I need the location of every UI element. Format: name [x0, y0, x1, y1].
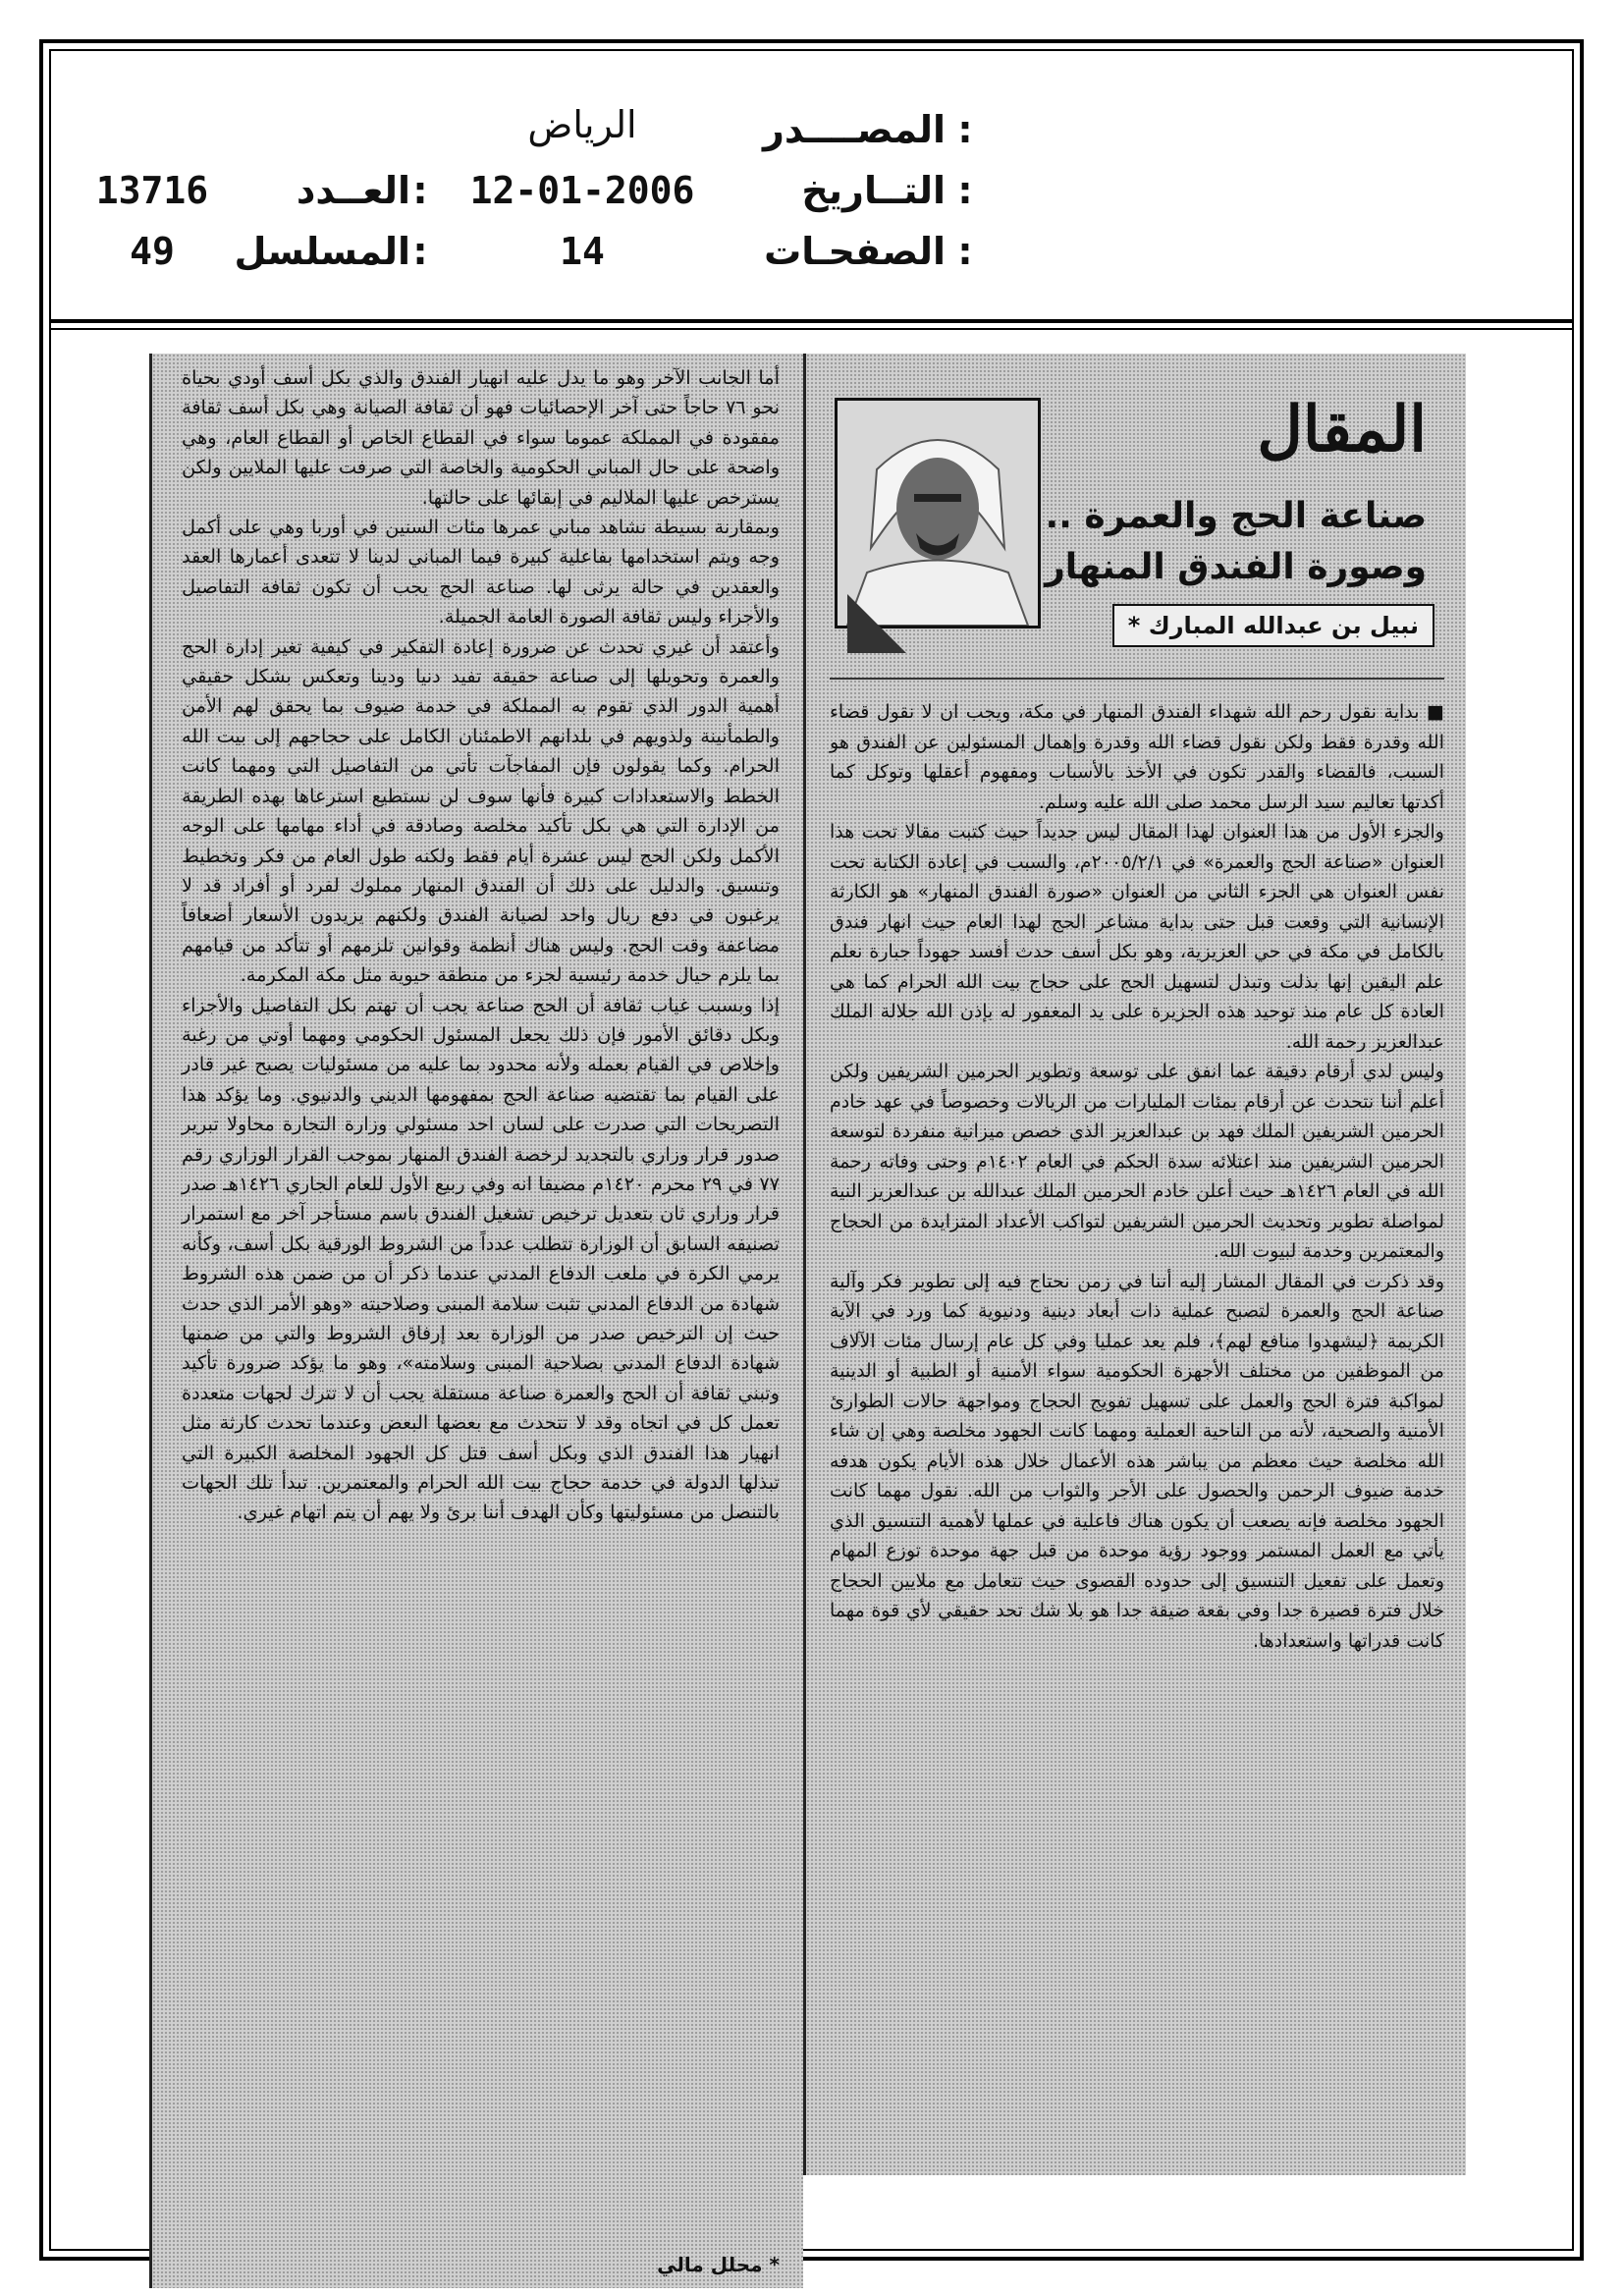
- issue-label: العــدد: [296, 169, 410, 212]
- left-paragraph: إذا وبسبب غياب ثقافة أن الحج صناعة يجب أن تهتم بكل التفاصيل والأجزاء وبكل دقائق الأمور فإن ذلك يجعل المسئول الحكومي ومهما أوتي من رغبة وإخلاص في القيام بعمله ولأنه محدود بما عليه من مسئوليات يصبح غير قادر على القيام بما تقتضيه صناعة الحج بمفهومها الديني والدنيوي. وما يؤكد هذا التصريحات التي صدرت على لسان احد مسئولي وزارة التجارة محاولا تبرير صدور قرار وزاري بالتجديد لرخصة الفندق المنهار بموجب القرار الوزاري رقم ٧٧ في ٢٩ محرم ١٤٢٠م مضيفا انه وفي ربيع الأول للعام الجاري ١٤٢٦هـ صدر قرار وزاري ثان بتعديل ترخيص تشغيل الفندق باسم مستأجر آخر مع استمرار تصنيفه السابق أن الوزارة تتطلب عدداً من الشروط الورقية بكل أسف، وكأنه يرمي الكرة في ملعب الدفاع المدني عندما ذكر أن من ضمن هذه الشروط شهادة من الدفاع المدني تثبت سلامة المبنى وصلاحيته «وهو الأمر الذي حدث حيث إن الترخيص صدر من الوزارة بعد إرفاق الشروط والتي من ضمنها شهادة الدفاع المدني بصلاحية المبنى وسلامته»، وهو ما يؤكد ضرورة تأكيد وتبني ثقافة أن الحج والعمرة صناعة مستقلة يجب أن لا تترك لجهات متعددة تعمل كل في اتجاه وقد لا تتحدث مع بعضها البعض وعندما تحدث كارثة مثل انهيار هذا الفندق الذي وبكل أسف قتل كل الجهود المخلصة الكبيرة التي تبذلها الدولة في خدمة حجاج بيت الله الحرام والمعتمرين. تبدأ تلك الجهات بالتنصل من مسئوليتها وكأن الهدف أننا برئ ولا يهم أن يتم اتهام غيري.: [182, 993, 781, 1524]
- column-name: المقال: [1257, 393, 1427, 466]
- right-paragraph: ■ بداية نقول رحم الله شهداء الفندق المنهار في مكة، ويجب ان لا نقول قضاء الله وقدرة فقط ولكن نقول قضاء الله وقدرة وإهمال المسئولين عن الفندق هو السبب، فالقضاء والقدر تكون في الأخذ بالأسباب ومفهوم أعقلها وتوكل كما أكدتها تعاليم سيد الرسل محمد صلى الله عليه وسلم.: [830, 701, 1444, 813]
- right-body: [830, 680, 1444, 1656]
- issue-colon: :: [412, 169, 428, 212]
- date-value: 12-01-2006: [469, 169, 695, 212]
- pages-label: الصفحـات: [764, 230, 946, 273]
- serial-label: المسلسل: [234, 230, 410, 273]
- left-paragraph: أما الجانب الآخر وهو ما يدل عليه انهيار الفندق والذي بكل أسف أودي بحياة نحو ٧٦ حاجاً حتى آخر الإحصائيات فهو أن ثقافة الصيانة وهي بكل أسف ثقافة مفقودة في المملكة عموما سواء في القطاع الخاص أو القطاع العام، وهي واضحة على حال المباني الحكومية والخاصة التي صرفت عليها الملايين ولكن يسترخص عليها الملاليم في إبقائها على حالتها.: [182, 366, 781, 509]
- serial-value: 49: [130, 230, 175, 273]
- article-left-column: [149, 354, 803, 2288]
- source-colon: :: [957, 108, 973, 151]
- left-paragraph: وأعتقد أن غيري تحدث عن ضرورة إعادة التفكير في كيفية تغير إدارة الحج والعمرة وتحويلها إلى صناعة حقيقة تفيد دنيا ودينا وتعكس بشكل حقيقي أهمية الدور الذي تقوم به المملكة في خدمة ضيوف بما يحقق لهم الأمن والطمأنينة ولذويهم في بلدانهم الاطمئنان الكامل على حجاجهم إلى بيت الله الحرام. وكما يقولون فإن المفاجآت تأتي من التفاصيل التي ومهما كانت الخطط والاستعدادات كبيرة فأنها سوف لن نستطيع استرعاها بهذه الطريقة من الإدارة التي هي بكل تأكيد مخلصة وصادقة في أداء مهامها على الوجه الأكمل ولكن الحج ليس عشرة أيام فقط ولكنه طول العام من فكر وتخطيط وتنسيق. والدليل على ذلك أن الفندق المنهار مملوك لفرد أو أفراد قد لا يرغبون في دفع ريال واحد لصيانة الفندق ولكنهم يزيدون الأسعار أضعافاً مضاعفة وقت الحج. وليس هناك أنظمة وقوانين تلزمهم أو تتأكد من قيامهم بما يلزم حيال خدمة رئيسية لجزء من منطقة حيوية مثل مكة المكرمة.: [182, 634, 780, 987]
- source-value: الرياض: [527, 103, 637, 146]
- byline: نبيل بن عبدالله المبارك *: [1112, 604, 1434, 647]
- date-colon: :: [957, 169, 973, 212]
- pages-value: 14: [560, 230, 605, 273]
- author-portrait-icon: [838, 401, 1038, 626]
- corner-triangle: [847, 594, 906, 653]
- article-banner: [830, 354, 1444, 680]
- headline-line-1: صناعة الحج والعمرة ..: [1045, 496, 1427, 536]
- left-paragraph: وبمقارنة بسيطة نشاهد مباني عمرها مئات السنين في أوربا وهي على أكمل وجه ويتم استخدامها بفاعلية كبيرة فيما المباني لدينا لا تتعدى أعمارها العقد والعقدين في حالة يرثى لها. صناعة الحج يجب أن تكون ثقافة التفاصيل والأجزاء وليس ثقافة الصورة العامة الجميلة.: [182, 516, 780, 629]
- headline-line-2: وصورة الفندق المنهار: [1045, 547, 1427, 587]
- right-paragraph: والجزء الأول من هذا العنوان لهذا المقال ليس جديداً حيث كتبت مقالا تحت هذا العنوان «صناعة الحج والعمرة» في ٢٠٠٥/٢/١م، والسبب في إعادة الكتابة تحت نفس العنوان هي الجزء الثاني من العنوان «صورة الفندق المنهار» هو الكارثة الإنسانية التي وقعت قبل حتى بداية مشاعر الحج لهذا العام حيث انهار فندق بالكامل في مكة في حي العزيزية، وهو بكل أسف حدث أفسد جهوداً جبارة نعلم علم اليقين إنها بذلت وتبذل لتسهيل الحج على حجاج بيت الله الحرام كما هي العادة كل عام منذ توحيد هذه الجزيرة على يد المغفور له بإذن الله جلالة الملك عبدالعزيز رحمة الله.: [830, 821, 1444, 1053]
- header-divider-thin: [49, 328, 1574, 330]
- article-right-column: [803, 354, 1466, 2175]
- right-paragraph: وليس لدي أرقام دقيقة عما انفق على توسعة وتطوير الحرمين الشريفين ولكن أعلم أننا نتحدث عن أرقام بمئات المليارات من الريالات وخصوصاً في عهد خادم الحرمين الشريفين الملك فهد بن عبدالعزيز الذي خصص ميزانية منفردة لتوسعة الحرمين الشريفين منذ اعتلائه سدة الحكم في العام ١٤٠٢م وحتى وفاته رحمة الله في العام ١٤٢٦هـ حيث أعلن خادم الحرمين الملك عبدالله بن عبدالعزيز النية لمواصلة تطوير وتحديث الحرمين الشريفين لتواكب الأعداد المتزايدة من الحجاج والمعتمرين وخدمة لبيوت الله.: [830, 1061, 1444, 1262]
- date-label: التــاريخ: [801, 169, 946, 212]
- article-headline: [1014, 491, 1427, 593]
- header-divider: [49, 319, 1574, 323]
- serial-colon: :: [412, 230, 428, 273]
- issue-value: 13716: [95, 169, 209, 212]
- right-paragraph: وقد ذكرت في المقال المشار إليه أننا في زمن نحتاج فيه إلى تطوير فكر وآلية صناعة الحج والعمرة لتصبح عملية ذات أبعاد دينية ودنيوية كما ورد في الآية الكريمة ﴿ليشهدوا منافع لهم﴾، فلم يعد عمليا وفي كل عام إرسال مئات الآلاف من الموظفين من مختلف الأجهزة الحكومية سواء الأمنية أو الطبية أو الدينية لمواكبة فترة الحج والعمل على تسهيل تفويج الحجاج ومواجهة حالات الطوارئ الأمنية والصحية، لأنه من الناحية العملية ومهما كانت الجهود مخلصة وهي إن شاء الله مخلصة حيث معظم من يباشر هذه الأعمال خلال هذه الأيام يكون هدفه خدمة ضيوف الرحمن والحصول على الأجر والثواب من الله. نقول مهما كانت الجهود مخلصة فإنه يصعب أن يكون هناك فاعلية في عملها لأهمية التنسيق الذي يأتي مع العمل المستمر ووجود رؤية موحدة من قبل جهة موحدة توزع المهام وتعمل على تفعيل التنسيق إلى حدوده القصوى حيث تتعامل مع ملايين الحجاج خلال فترة قصيرة جدا وفي بقعة ضيقة جدا هو بلا شك تحد حقيقي لأي قوة مهما كانت قدراتها واستعدادها.: [830, 1270, 1444, 1652]
- author-signature: * محلل مالي: [657, 2253, 780, 2276]
- source-label: المصــــدر: [763, 108, 946, 151]
- pages-colon: :: [957, 230, 973, 273]
